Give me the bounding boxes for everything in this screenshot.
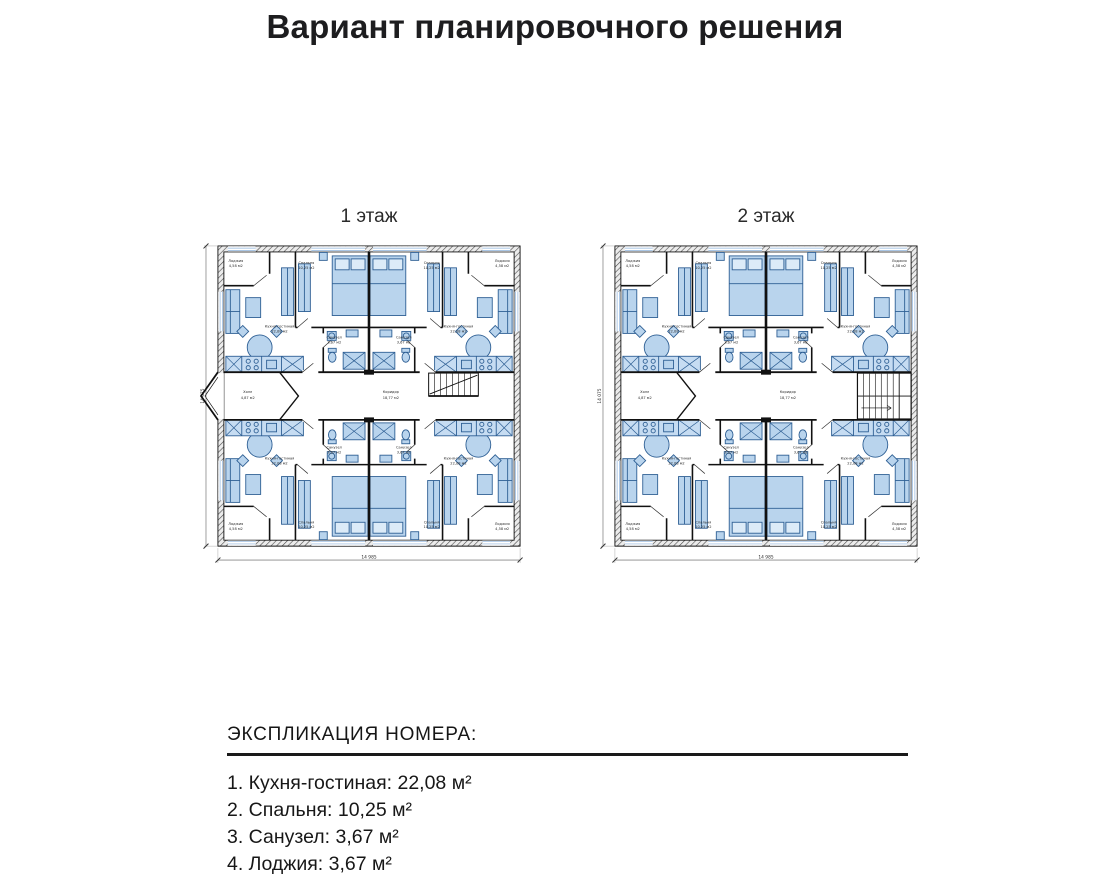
explication-item: 4. Лоджия: 3,67 м² — [227, 853, 392, 875]
explication-item: 2. Спальня: 10,25 м² — [227, 799, 412, 821]
floor-2-label: 2 этаж — [737, 206, 795, 227]
page-title: Вариант планировочного решения — [266, 8, 844, 45]
floor-plan-2 — [593, 238, 939, 568]
explication-heading: ЭКСПЛИКАЦИЯ НОМЕРА: — [227, 724, 478, 745]
floor-1-label: 1 этаж — [340, 206, 398, 227]
floor-plan-1 — [196, 238, 542, 568]
explication-item: 3. Санузел: 3,67 м² — [227, 826, 399, 848]
explication-item: 1. Кухня-гостиная: 22,08 м² — [227, 772, 472, 794]
explication-divider — [227, 753, 908, 756]
explication-list — [227, 770, 472, 878]
